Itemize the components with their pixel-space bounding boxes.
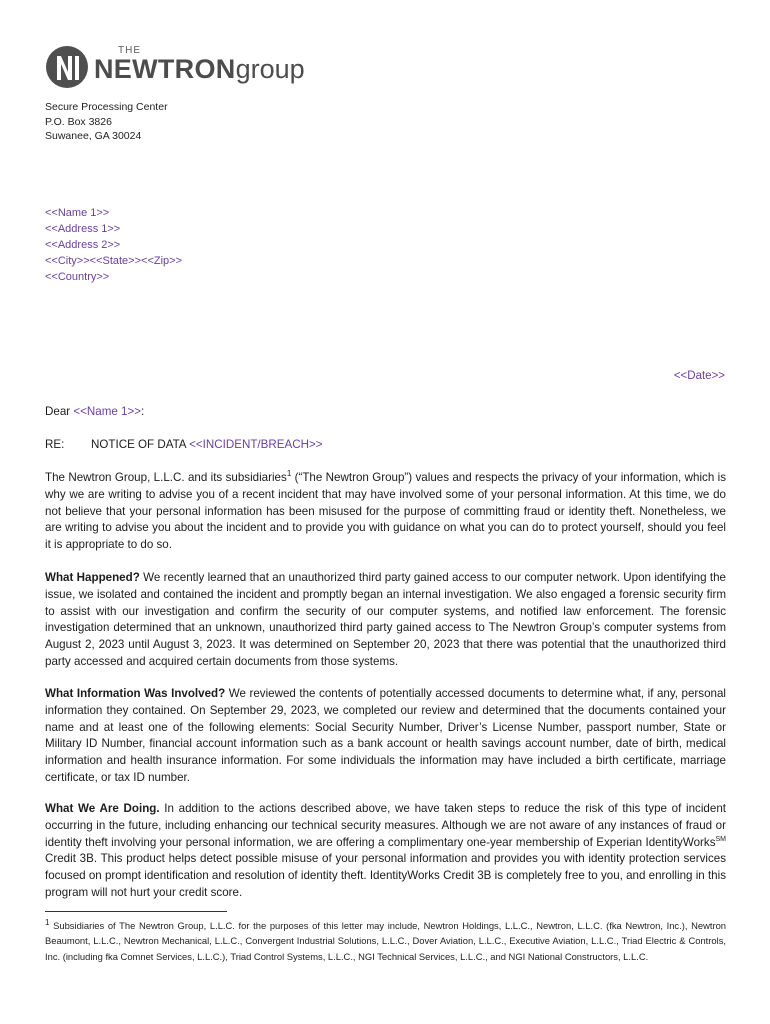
what-doing-text-a: In addition to the actions described above, we have taken steps to reduce the risk of this type of incident occurring in the future, including enhancing our technical security measures. Although we are not aware of any instances of fraud or identity theft involving your personal information, we are offering a complimentary one-year membership of Experian IdentityWorks xyxy=(45,802,726,849)
footnote-divider xyxy=(45,911,227,912)
logo-wordmark xyxy=(94,54,305,85)
salutation-prefix: Dear xyxy=(45,405,74,418)
what-doing-paragraph xyxy=(45,801,726,902)
newtron-logo-mark-icon xyxy=(44,44,90,90)
salutation-name: <<Name 1>> xyxy=(73,405,142,418)
what-info-heading: What Information Was Involved? xyxy=(45,687,226,700)
logo-the-text: THE xyxy=(118,45,141,56)
subject-text: NOTICE OF DATA xyxy=(91,438,190,451)
what-happened-paragraph xyxy=(45,570,726,671)
what-doing-text-b: Credit 3B. This product helps detect possible misuse of your personal information and provides you with identity protection services focused on prompt identification and resolution of identity theft. IdentityWorks Credit 3B is completely free to you, and enrolling in this program will not hurt your credit score. xyxy=(45,852,726,899)
what-info-paragraph xyxy=(45,686,726,787)
logo-wordmark-light: group xyxy=(235,54,305,84)
footnote-text: Subsidiaries of The Newtron Group, L.L.C. for the purposes of this letter may include, Newtron Holdings, L.L.C., Newtron, L.L.C. (fka Newtron, Inc.), Newtron Beaumont, L.L.C., Newtron Mechanical, L.L.C., Convergent Industrial Solutions, L.L.C., Dover Aviation, L.L.C., Executive Aviation, L.L.C., Triad Electric & Controls, Inc. (including fka Comnet Services, L.L.C.), Triad Control Systems, L.L.C., NGI Technical Services, L.L.C., and NGI National Constructors, L.L.C. xyxy=(45,920,726,962)
newtron-logo xyxy=(44,44,304,94)
recipient-city-state-zip: <<City>><<State>><<Zip>> xyxy=(45,255,182,267)
footnote-number: 1 xyxy=(45,917,50,927)
what-happened-text: We recently learned that an unauthorized third party gained access to our computer network. Upon identifying the issue, we isolated and contained the incident and promptly began an internal investigation. We also engaged a forensic security firm to assist with our investigation and confirm the security of our computer systems, and notified law enforcement. The forensic investigation determined that an unknown, unauthorized third party gained access to The Newtron Group’s computer systems from August 2, 2023 until August 3, 2023. It was determined on September 20, 2023 that there was potential that the unauthorized third party accessed and acquired certain documents from those systems. xyxy=(45,571,726,668)
recipient-address-2: <<Address 2>> xyxy=(45,239,121,251)
sender-line-3: Suwanee, GA 30024 xyxy=(45,130,142,142)
sender-line-1: Secure Processing Center xyxy=(45,101,168,113)
what-happened-heading: What Happened? xyxy=(45,571,140,584)
footnote xyxy=(45,918,726,964)
recipient-address-1: <<Address 1>> xyxy=(45,223,121,235)
service-mark: SM xyxy=(715,835,726,843)
subject-placeholder: <<INCIDENT/BREACH>> xyxy=(189,438,323,451)
salutation xyxy=(45,404,726,421)
recipient-address xyxy=(45,205,182,285)
subject-label: RE: xyxy=(45,438,65,451)
subject-line xyxy=(45,437,726,454)
what-doing-heading: What We Are Doing. xyxy=(45,802,160,815)
intro-text-b: (“The Newtron Group”) values and respects the privacy of your information, which is why we are writing to advise you of a recent incident that may have involved some of your personal information. At this time, we do not believe that your personal information has been misused for the purpose of committing fraud or identity theft. Nonetheless, we are writing to advise you about the incident and to provide you with guidance on what you can do to protect yourself, should you feel it is appropriate to do so. xyxy=(45,471,726,552)
intro-text-a: The Newtron Group, L.L.C. and its subsidiaries xyxy=(45,471,287,484)
letter-date: <<Date>> xyxy=(673,370,725,382)
footnote-reference: 1 xyxy=(286,469,292,479)
intro-paragraph xyxy=(45,470,726,554)
logo-wordmark-bold: NEWTRON xyxy=(94,54,236,84)
sender-line-2: P.O. Box 3826 xyxy=(45,115,112,128)
recipient-name: <<Name 1>> xyxy=(45,207,110,219)
what-info-text: We reviewed the contents of potentially accessed documents to determine what, if any, personal information they contained. On September 29, 2023, we completed our review and determined that the documents contained your name and at least one of the following elements: Social Security Number, Driver’s License Number, passport number, State or Military ID Number, financial account information such as a bank account or health savings account number, date of birth, medical information and health insurance information. For some individuals the information may have included a birth certificate, marriage certificate, or tax ID number. xyxy=(45,687,726,784)
recipient-country: <<Country>> xyxy=(45,271,110,283)
sender-address xyxy=(45,100,168,144)
salutation-suffix: : xyxy=(141,405,145,418)
